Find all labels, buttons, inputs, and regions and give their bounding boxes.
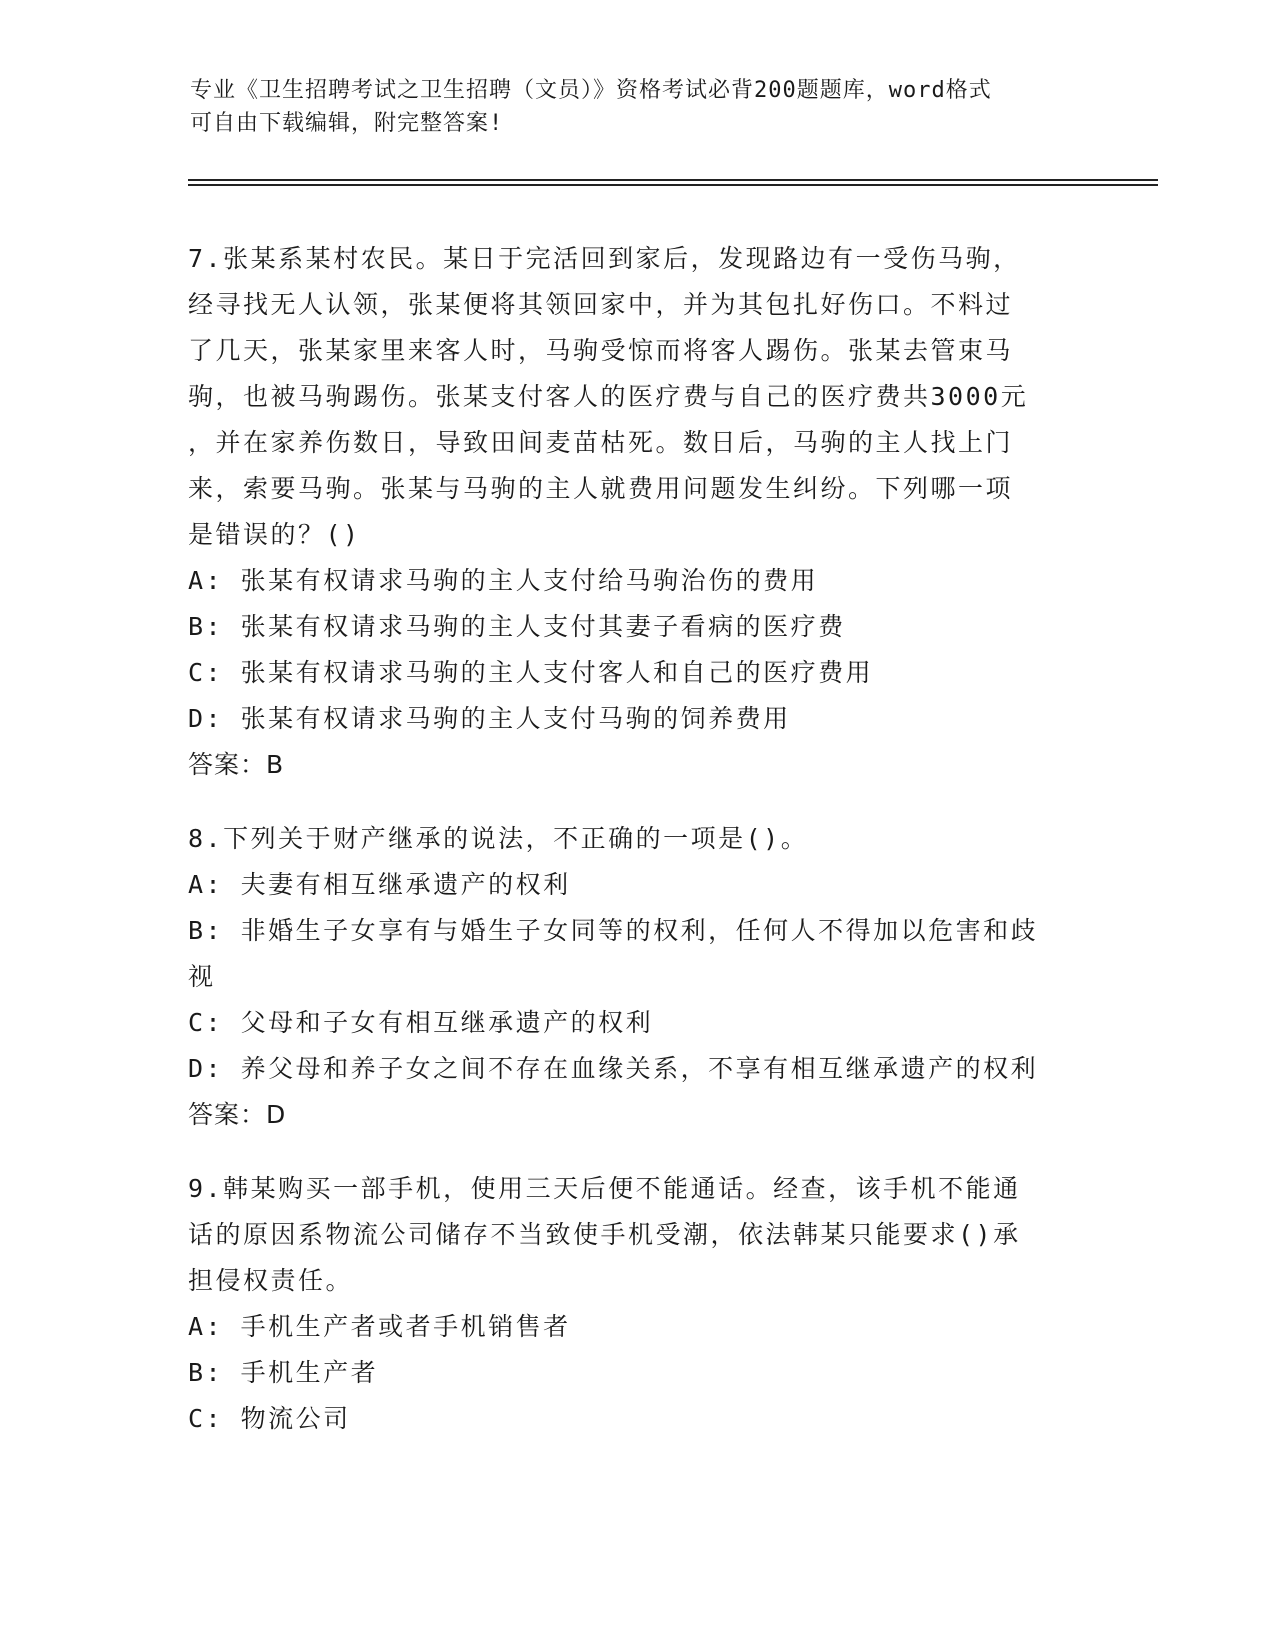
header-divider-bottom xyxy=(188,184,1158,186)
question-stem-line: 7.张某系某村农民。某日于完活回到家后，发现路边有一受伤马驹， xyxy=(188,244,1021,273)
header-line: 专业《卫生招聘考试之卫生招聘（文员）》资格考试必背200题题库，word格式 xyxy=(190,78,992,103)
question-7 xyxy=(188,236,1088,788)
option-a: A: 手机生产者或者手机销售者 xyxy=(188,1312,571,1341)
header-line: 可自由下载编辑，附完整答案! xyxy=(190,111,504,136)
option-d: D: 张某有权请求马驹的主人支付马驹的饲养费用 xyxy=(188,704,791,733)
option-b-continued: 视 xyxy=(188,962,216,991)
question-9 xyxy=(188,1166,1088,1442)
option-c: C: 张某有权请求马驹的主人支付客人和自己的医疗费用 xyxy=(188,658,874,687)
question-8 xyxy=(188,816,1088,1138)
answer-line: 答案：D xyxy=(188,1100,287,1129)
header-divider-top xyxy=(188,179,1158,181)
question-list xyxy=(188,236,1088,1470)
option-b: B: 张某有权请求马驹的主人支付其妻子看病的医疗费 xyxy=(188,612,846,641)
option-c: C: 物流公司 xyxy=(188,1404,351,1433)
option-a: A: 张某有权请求马驹的主人支付给马驹治伤的费用 xyxy=(188,566,819,595)
question-stem-line: 驹，也被马驹踢伤。张某支付客人的医疗费与自己的医疗费共3000元 xyxy=(188,382,1029,411)
document-header xyxy=(190,74,1070,140)
option-c: C: 父母和子女有相互继承遗产的权利 xyxy=(188,1008,654,1037)
question-stem-line: 9.韩某购买一部手机，使用三天后便不能通话。经查，该手机不能通 xyxy=(188,1174,1021,1203)
question-stem-line: 经寻找无人认领，张某便将其领回家中，并为其包扎好伤口。不料过 xyxy=(188,290,1014,319)
question-stem-line: 了几天，张某家里来客人时，马驹受惊而将客人踢伤。张某去管束马 xyxy=(188,336,1014,365)
option-b: B: 手机生产者 xyxy=(188,1358,379,1387)
question-stem-line: 是错误的？() xyxy=(188,520,361,549)
question-stem-line: ，并在家养伤数日，导致田间麦苗枯死。数日后，马驹的主人找上门 xyxy=(188,428,1014,457)
answer-line: 答案：B xyxy=(188,750,285,779)
question-stem-line: 话的原因系物流公司储存不当致使手机受潮，依法韩某只能要求()承 xyxy=(188,1220,1021,1249)
question-stem-line: 来，索要马驹。张某与马驹的主人就费用问题发生纠纷。下列哪一项 xyxy=(188,474,1014,503)
question-stem-line: 8.下列关于财产继承的说法，不正确的一项是()。 xyxy=(188,824,809,853)
question-stem-line: 担侵权责任。 xyxy=(188,1266,354,1295)
option-a: A: 夫妻有相互继承遗产的权利 xyxy=(188,870,571,899)
option-b: B: 非婚生子女享有与婚生子女同等的权利，任何人不得加以危害和歧 xyxy=(188,916,1039,945)
option-d: D: 养父母和养子女之间不存在血缘关系，不享有相互继承遗产的权利 xyxy=(188,1054,1039,1083)
